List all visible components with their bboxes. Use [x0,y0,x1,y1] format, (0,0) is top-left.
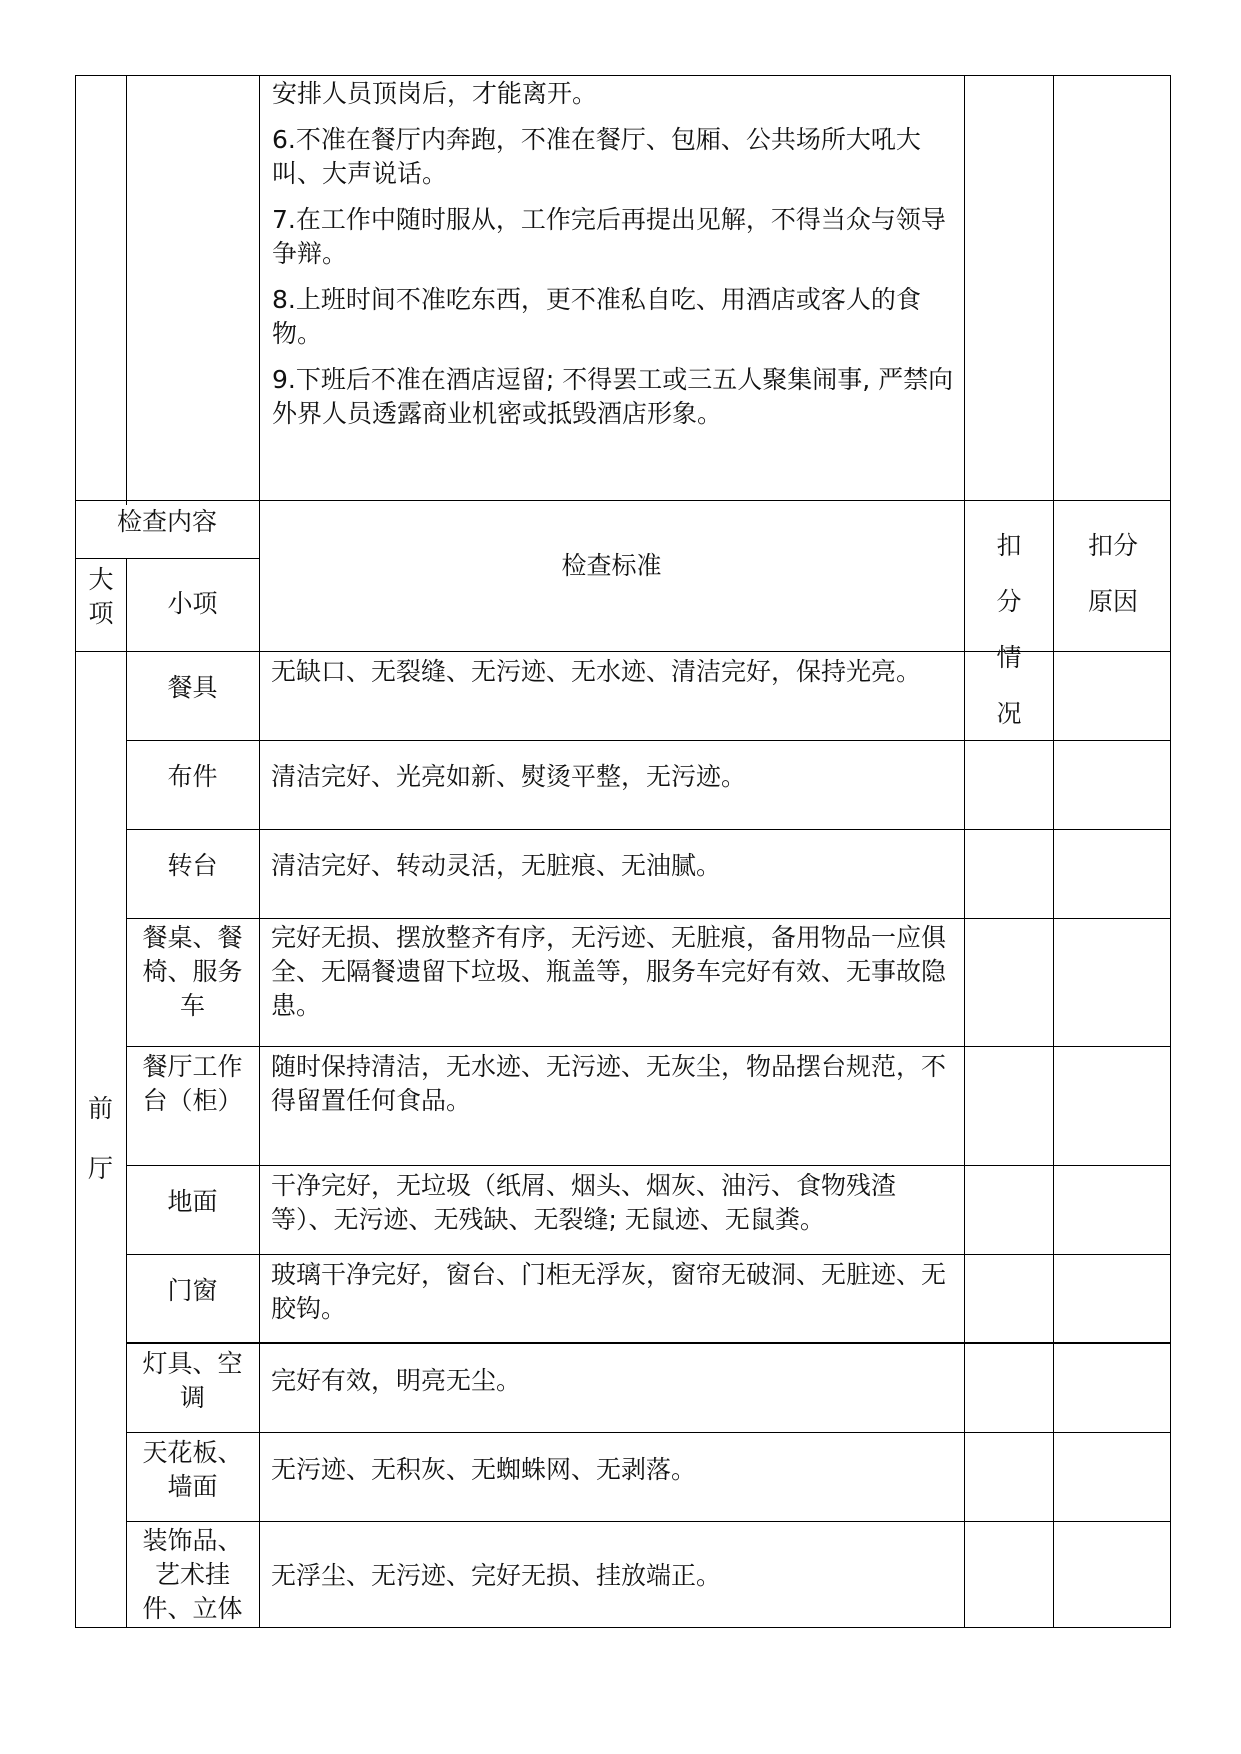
rule-line: 9.下班后不准在酒店逗留; 不得罢工或三五人聚集闹事, 严禁向外界人员透露商业机密或抵毁酒店形象。 [272,365,954,428]
row-item: 餐桌、餐椅、服务车 [142,923,243,1020]
row-item: 装饰品、艺术挂件、立体 [142,1526,243,1623]
row-standard: 完好无损、摆放整齐有序，无污迹、无脏痕，备用物品一应俱全、无隔餐遗留下垃圾、瓶盖等，服务车完好有效、无事故隐患。 [271,923,947,1020]
row-standard: 无缺口、无裂缝、无污迹、无水迹、清洁完好，保持光亮。 [271,657,922,686]
row-item: 布件 [167,762,218,791]
rule-line: 6.不准在餐厅内奔跑，不准在餐厅、包厢、公共场所大吼大叫、大声说话。 [272,125,921,188]
row-item: 地面 [167,1187,218,1216]
col-divider-1-bottom [126,558,127,1628]
row-divider [126,1521,1171,1522]
row-divider [126,1432,1171,1433]
col-divider-3 [964,75,965,1628]
rules-block [272,77,962,431]
table-border-top [75,75,1171,76]
row-standard: 无污迹、无积灰、无蜘蛛网、无剥落。 [271,1455,697,1484]
row-item: 转台 [167,851,218,880]
inspection-table [75,75,1171,1628]
table-border-right [1170,75,1171,1628]
row-standard: 清洁完好、转动灵活，无脏痕、无油腻。 [271,851,722,880]
row-divider [126,1046,1171,1047]
section-name-char: 前 [87,1094,113,1123]
header-sub-item: 小项 [167,589,218,618]
header-check-content: 检查内容 [116,507,217,536]
row-standard: 干净完好，无垃圾（纸屑、烟头、烟灰、油污、食物残渣等）、无污迹、无残缺、无裂缝; 无鼠迹、无鼠粪。 [271,1171,897,1234]
header-standard: 检查标准 [561,551,662,580]
table-border-bottom [75,1627,1171,1628]
row-divider-header-mid [75,558,259,559]
col-divider-4 [1053,75,1054,1628]
section-name-char: 厅 [87,1154,113,1183]
row-standard: 无浮尘、无污迹、完好无损、挂放端正。 [271,1561,722,1590]
header-deduction-reason: 扣分原因 [1087,531,1138,616]
col-divider-2 [259,75,260,1628]
header-deduction-status: 扣分情况 [996,531,1022,728]
section-front-hall [75,651,126,1627]
row-item: 餐厅工作台（柜） [142,1052,243,1115]
header-major-item: 大项 [88,565,114,628]
row-standard: 随时保持清洁，无水迹、无污迹、无灰尘，物品摆台规范，不得留置任何食品。 [271,1052,947,1115]
row-divider [126,1342,1171,1344]
row-item: 灯具、空调 [142,1349,243,1412]
rule-line: 安排人员顶岗后，才能离开。 [272,79,598,108]
row-divider [126,829,1171,830]
rule-line: 7.在工作中随时服从，工作完后再提出见解，不得当众与领导争辩。 [272,205,946,268]
row-item: 餐具 [167,673,218,702]
row-divider [126,918,1171,919]
row-standard: 玻璃干净完好，窗台、门柜无浮灰，窗帘无破洞、无脏迹、无胶钩。 [271,1260,947,1323]
col-divider-1-top [126,75,127,505]
row-item: 门窗 [167,1276,218,1305]
row-divider-header-top [75,500,1171,501]
row-item: 天花板、墙面 [142,1438,243,1501]
row-standard: 清洁完好、光亮如新、熨烫平整，无污迹。 [271,762,747,791]
row-divider [126,1165,1171,1166]
rule-line: 8.上班时间不准吃东西，更不准私自吃、用酒店或客人的食物。 [272,285,921,348]
row-divider [126,1254,1171,1255]
row-standard: 完好有效，明亮无尘。 [271,1366,522,1395]
